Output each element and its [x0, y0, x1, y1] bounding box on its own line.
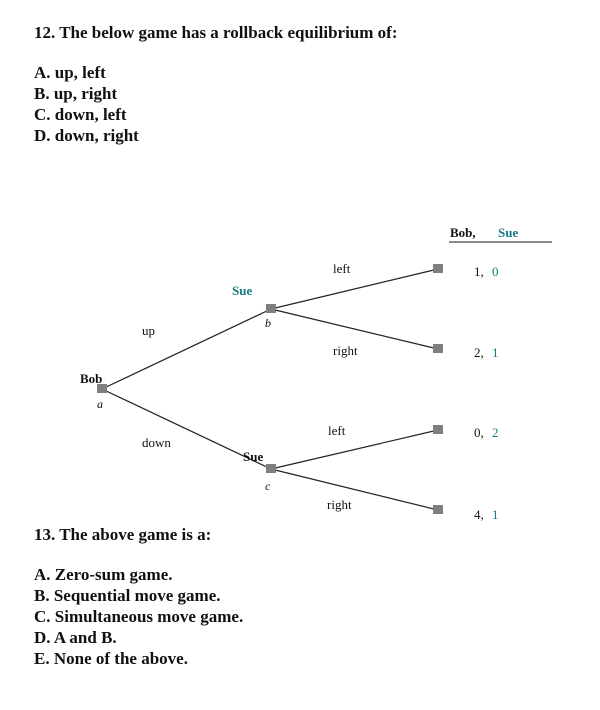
branch-label-up: up [142, 323, 155, 338]
q13-option-e: E. None of the above. [34, 649, 188, 668]
payoff-2-sue: 1 [492, 345, 499, 360]
q13-option-b: B. Sequential move game. [34, 586, 221, 605]
terminal-node-1 [433, 264, 443, 273]
question-12-title: 12. The below game has a rollback equilibrium of: [34, 23, 398, 42]
payoff-4-bob: 4, [474, 507, 484, 522]
terminal-node-3 [433, 425, 443, 434]
node-lower-player: Sue [243, 449, 264, 464]
payoff-1-sue: 0 [492, 264, 499, 279]
q13-option-c: C. Simultaneous move game. [34, 607, 244, 626]
q13-option-d: D. A and B. [34, 628, 117, 647]
question-13-options [34, 564, 243, 669]
header-sue: Sue [498, 225, 519, 240]
q12-option-b: B. up, right [34, 84, 118, 103]
payoff-4-sue: 1 [492, 507, 499, 522]
node-upper [266, 304, 276, 313]
branch-label-lower-right: right [327, 497, 352, 512]
q12-option-a: A. up, left [34, 63, 106, 82]
branch-label-down: down [142, 435, 171, 450]
q12-option-d: D. down, right [34, 126, 139, 145]
branch-label-lower-left: left [328, 423, 346, 438]
edge-lower-right [271, 469, 438, 510]
edge-up [102, 309, 271, 389]
terminal-node-2 [433, 344, 443, 353]
node-upper-player: Sue [232, 283, 253, 298]
edge-lower-left [271, 430, 438, 469]
branch-label-upper-left: left [333, 261, 351, 276]
branch-label-upper-right: right [333, 343, 358, 358]
header-bob: Bob, [450, 225, 476, 240]
node-lower-label: c [265, 479, 271, 493]
node-lower [266, 464, 276, 473]
payoff-3-sue: 2 [492, 425, 499, 440]
node-root-player: Bob [80, 371, 103, 386]
edge-upper-left [271, 269, 438, 309]
payoff-3-bob: 0, [474, 425, 484, 440]
payoff-2-bob: 2, [474, 345, 484, 360]
q13-option-a: A. Zero-sum game. [34, 565, 173, 584]
node-root-label: a [97, 397, 103, 411]
q12-option-c: C. down, left [34, 105, 127, 124]
terminal-node-4 [433, 505, 443, 514]
payoff-1-bob: 1, [474, 264, 484, 279]
question-13-title: 13. The above game is a: [34, 525, 212, 544]
node-upper-label: b [265, 316, 271, 330]
